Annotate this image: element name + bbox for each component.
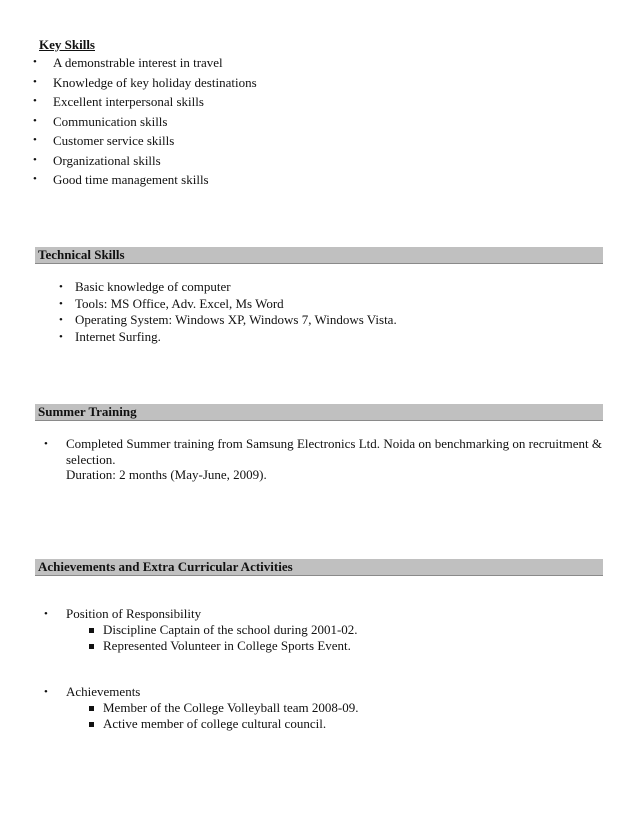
technical-skills-heading: Technical Skills <box>38 247 125 262</box>
key-skill-text: A demonstrable interest in travel <box>53 55 223 70</box>
list-item <box>30 151 257 171</box>
summer-training-heading: Summer Training <box>38 404 137 419</box>
list-item <box>30 53 257 73</box>
technical-skill-text: Basic knowledge of computer <box>75 279 231 294</box>
list-item <box>30 73 257 93</box>
key-skill-text: Organizational skills <box>53 152 161 168</box>
bullet-icon: • <box>59 330 63 343</box>
square-bullet-icon <box>89 706 94 711</box>
list-item <box>30 131 257 151</box>
key-skills-list <box>30 53 257 190</box>
square-bullet-icon <box>89 644 94 649</box>
key-skill-text: Knowledge of key holiday destinations <box>53 74 257 90</box>
technical-skill-text: Operating System: Windows XP, Windows 7, Windows Vista. <box>75 312 397 327</box>
section-divider <box>35 420 603 421</box>
position-of-responsibility-group <box>42 606 358 654</box>
list-item <box>42 684 359 700</box>
list-item <box>42 606 358 622</box>
list-item <box>42 638 358 654</box>
sub-list <box>42 622 358 654</box>
bullet-icon: • <box>33 153 37 166</box>
list-item <box>30 92 257 112</box>
achievements-group <box>42 684 359 732</box>
section-divider <box>35 575 603 576</box>
sub-item-text: Active member of college cultural council. <box>103 716 327 731</box>
bullet-icon: • <box>33 75 37 88</box>
bullet-icon: • <box>59 314 63 326</box>
list-item <box>53 329 397 346</box>
technical-skill-text: Internet Surfing. <box>75 328 161 344</box>
list-item <box>53 279 397 296</box>
bullet-icon: • <box>33 56 37 68</box>
bullet-icon: • <box>33 134 37 146</box>
square-bullet-icon <box>89 722 94 727</box>
bullet-icon: • <box>59 297 63 310</box>
summer-training-duration: Duration: 2 months (May-June, 2009). <box>66 467 267 482</box>
list-item <box>30 170 257 190</box>
summer-training-entry <box>42 436 602 483</box>
key-skill-text: Communication skills <box>53 113 168 129</box>
sub-item-text: Member of the College Volleyball team 2008-09. <box>103 700 359 715</box>
bullet-icon: • <box>33 114 37 127</box>
key-skill-text: Good time management skills <box>53 172 209 187</box>
list-item <box>42 622 358 638</box>
bullet-icon: • <box>44 686 48 698</box>
list-item <box>30 112 257 132</box>
list-item <box>53 312 397 329</box>
bullet-icon: • <box>33 173 37 185</box>
sub-item-text: Discipline Captain of the school during 2001-02. <box>103 622 358 637</box>
bullet-icon: • <box>33 95 37 107</box>
section-divider <box>35 263 603 264</box>
bullet-icon: • <box>44 438 48 450</box>
group-label: Position of Responsibility <box>66 606 202 621</box>
key-skill-text: Customer service skills <box>53 133 175 148</box>
square-bullet-icon <box>89 628 94 633</box>
summer-training-description: Completed Summer training from Samsung Electronics Ltd. Noida on benchmarking on recruitment & selection. <box>66 436 602 467</box>
group-label: Achievements <box>66 684 141 699</box>
technical-skills-section-bar <box>35 247 603 263</box>
technical-skills-list <box>53 279 397 345</box>
summer-training-section-bar <box>35 404 603 420</box>
achievements-heading: Achievements and Extra Curricular Activities <box>38 559 293 574</box>
sub-list <box>42 700 359 732</box>
sub-item-text: Represented Volunteer in College Sports Event. <box>103 638 351 653</box>
list-item <box>42 716 359 732</box>
key-skills-heading: Key Skills <box>39 37 95 52</box>
key-skill-text: Excellent interpersonal skills <box>53 94 204 109</box>
list-item <box>53 296 397 313</box>
bullet-icon: • <box>59 281 63 293</box>
list-item <box>42 700 359 716</box>
technical-skill-text: Tools: MS Office, Adv. Excel, Ms Word <box>75 295 284 311</box>
achievements-section-bar <box>35 559 603 575</box>
bullet-icon: • <box>44 608 48 620</box>
